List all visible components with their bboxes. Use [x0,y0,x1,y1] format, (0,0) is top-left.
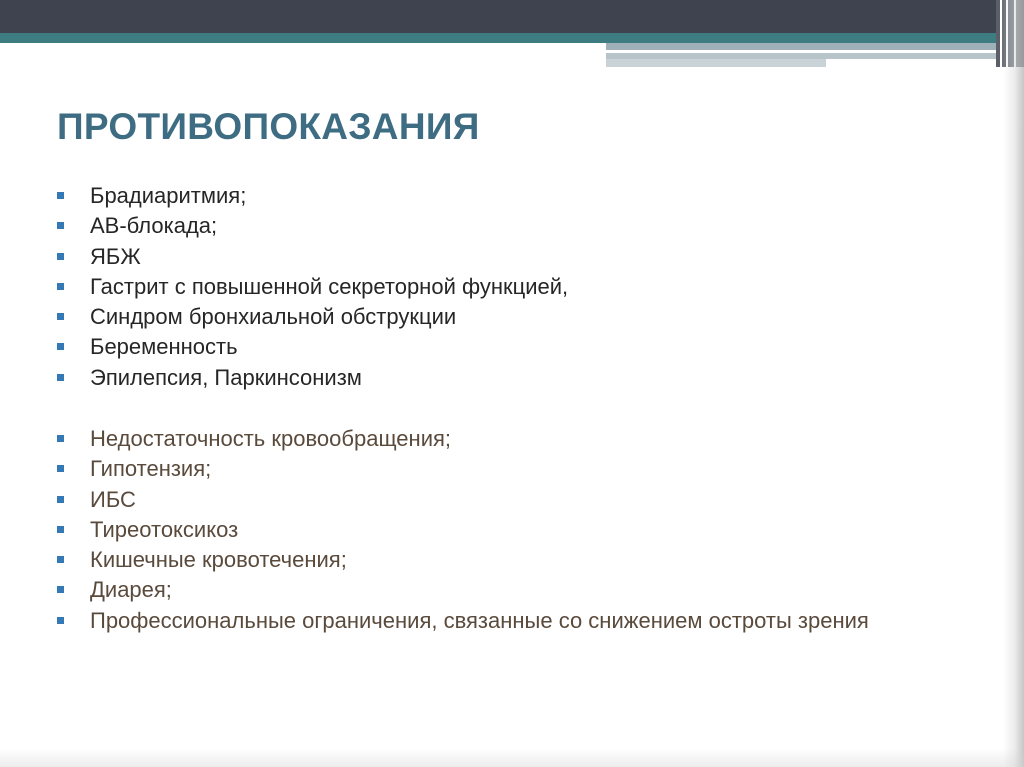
list-item [57,515,910,545]
list-item [57,575,910,605]
list-item-text: Диарея; [90,577,172,603]
list-item [57,363,910,393]
square-bullet-icon [57,253,64,260]
list-item [57,332,910,362]
list-item-text: Гипотензия; [90,456,212,482]
list-item-text: Беременность [90,334,238,360]
list-item [57,485,910,515]
header-band-light [606,43,1000,50]
list-item [57,454,910,484]
list-item-text: Тиреотоксикоз [90,516,239,542]
list-item-text: Профессиональные ограничения, связанные со снижением остроты зрения [90,607,869,633]
square-bullet-icon [57,343,64,350]
list-item-text: ИБС [90,486,136,512]
page-edge-shadow [1003,0,1024,767]
list-item [57,211,910,241]
contraindications-list-primary [57,181,910,393]
square-bullet-icon [57,313,64,320]
square-bullet-icon [57,556,64,563]
list-item-text: ЯБЖ [90,243,141,269]
slide-title: ПРОТИВОПОКАЗАНИЯ [57,106,480,147]
list-item [57,302,910,332]
square-bullet-icon [57,283,64,290]
list-item [57,424,910,454]
square-bullet-icon [57,586,64,593]
square-bullet-icon [57,465,64,472]
square-bullet-icon [57,374,64,381]
square-bullet-icon [57,192,64,199]
contraindications-list-secondary [57,424,910,633]
square-bullet-icon [57,222,64,229]
list-item-text: Синдром бронхиальной обструкции [90,304,457,330]
header-band-dark [0,0,1000,33]
square-bullet-icon [57,526,64,533]
list-item [57,242,910,272]
list-item [57,545,910,575]
list-item [57,606,910,633]
square-bullet-icon [57,435,64,442]
list-item-text: Кишечные кровотечения; [90,547,347,573]
list-item-text: Гастрит с повышенной секреторной функцией, [90,273,569,299]
list-item [57,272,910,302]
page-bottom-shadow [0,748,1024,767]
list-item-text: Эпилепсия, Паркинсонизм [90,364,362,390]
list-item [57,181,910,211]
list-item-text: Недостаточность кровообращения; [90,426,452,451]
list-item-text: Брадиаритмия; [90,183,247,208]
header-band-light [606,59,826,67]
list-item-text: АВ-блокада; [90,213,218,239]
square-bullet-icon [57,496,64,503]
header-band-teal [0,33,1000,43]
square-bullet-icon [57,617,64,624]
